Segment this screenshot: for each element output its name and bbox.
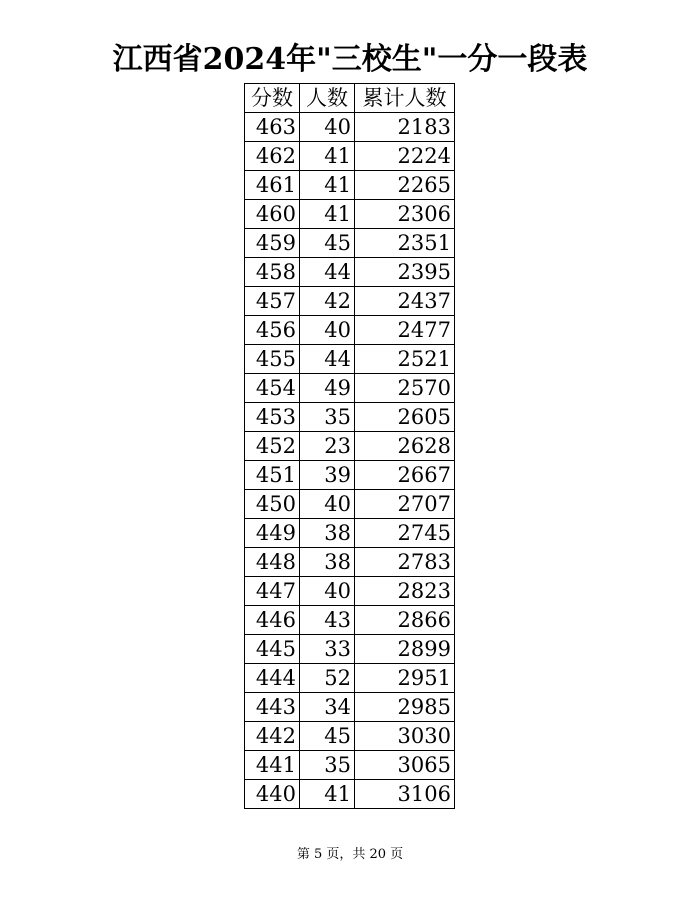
- page-title: 江西省2024年"三校生"一分一段表: [112, 42, 588, 77]
- score-cell: 458: [245, 258, 300, 287]
- table-row: [245, 316, 455, 345]
- score-cell: 453: [245, 403, 300, 432]
- count-cell: 33: [300, 635, 355, 664]
- score-cell: 448: [245, 548, 300, 577]
- count-cell: 34: [300, 693, 355, 722]
- count-cell: 41: [300, 171, 355, 200]
- cumulative-cell: 2570: [355, 374, 455, 403]
- cumulative-cell: 2306: [355, 200, 455, 229]
- table-row: [245, 374, 455, 403]
- cumulative-cell: 2437: [355, 287, 455, 316]
- cumulative-cell: 3030: [355, 722, 455, 751]
- score-cell: 441: [245, 751, 300, 780]
- cumulative-cell: 2866: [355, 606, 455, 635]
- count-cell: 38: [300, 519, 355, 548]
- count-cell: 41: [300, 142, 355, 171]
- cumulative-cell: 2351: [355, 229, 455, 258]
- table-row: [245, 751, 455, 780]
- count-cell: 44: [300, 345, 355, 374]
- score-cell: 446: [245, 606, 300, 635]
- table-row: [245, 490, 455, 519]
- score-cell: 450: [245, 490, 300, 519]
- table-row: [245, 229, 455, 258]
- header-score: 分数: [245, 84, 300, 113]
- table-header-row: [245, 84, 455, 113]
- table-row: [245, 548, 455, 577]
- page-footer: 第 5 页，共 20 页: [296, 847, 404, 862]
- cumulative-cell: 2667: [355, 461, 455, 490]
- table-row: [245, 606, 455, 635]
- table-row: [245, 519, 455, 548]
- cumulative-cell: 2823: [355, 577, 455, 606]
- count-cell: 44: [300, 258, 355, 287]
- cumulative-cell: 2265: [355, 171, 455, 200]
- count-cell: 45: [300, 229, 355, 258]
- table-row: [245, 200, 455, 229]
- cumulative-cell: 2521: [355, 345, 455, 374]
- count-cell: 41: [300, 780, 355, 809]
- count-cell: 52: [300, 664, 355, 693]
- cumulative-cell: 3065: [355, 751, 455, 780]
- cumulative-cell: 2605: [355, 403, 455, 432]
- count-cell: 39: [300, 461, 355, 490]
- count-cell: 40: [300, 316, 355, 345]
- count-cell: 45: [300, 722, 355, 751]
- table-body: [245, 113, 455, 809]
- table-row: [245, 432, 455, 461]
- score-cell: 460: [245, 200, 300, 229]
- score-distribution-table: [244, 83, 455, 809]
- count-cell: 41: [300, 200, 355, 229]
- table-row: [245, 345, 455, 374]
- cumulative-cell: 2183: [355, 113, 455, 142]
- table-row: [245, 113, 455, 142]
- count-cell: 40: [300, 113, 355, 142]
- header-count: 人数: [300, 84, 355, 113]
- table-row: [245, 693, 455, 722]
- count-cell: 38: [300, 548, 355, 577]
- cumulative-cell: 2951: [355, 664, 455, 693]
- score-cell: 445: [245, 635, 300, 664]
- score-cell: 443: [245, 693, 300, 722]
- score-cell: 449: [245, 519, 300, 548]
- score-cell: 452: [245, 432, 300, 461]
- table-row: [245, 722, 455, 751]
- score-cell: 440: [245, 780, 300, 809]
- score-cell: 462: [245, 142, 300, 171]
- table-row: [245, 780, 455, 809]
- cumulative-cell: 2477: [355, 316, 455, 345]
- score-cell: 455: [245, 345, 300, 374]
- cumulative-cell: 2707: [355, 490, 455, 519]
- table-row: [245, 171, 455, 200]
- table-row: [245, 403, 455, 432]
- table-row: [245, 258, 455, 287]
- count-cell: 43: [300, 606, 355, 635]
- score-cell: 451: [245, 461, 300, 490]
- cumulative-cell: 2628: [355, 432, 455, 461]
- score-cell: 456: [245, 316, 300, 345]
- score-cell: 454: [245, 374, 300, 403]
- cumulative-cell: 2783: [355, 548, 455, 577]
- header-cumulative: 累计人数: [355, 84, 455, 113]
- score-cell: 461: [245, 171, 300, 200]
- table-row: [245, 635, 455, 664]
- score-cell: 447: [245, 577, 300, 606]
- count-cell: 35: [300, 403, 355, 432]
- count-cell: 40: [300, 490, 355, 519]
- score-cell: 457: [245, 287, 300, 316]
- cumulative-cell: 2899: [355, 635, 455, 664]
- count-cell: 23: [300, 432, 355, 461]
- score-cell: 444: [245, 664, 300, 693]
- table-row: [245, 287, 455, 316]
- table-row: [245, 461, 455, 490]
- count-cell: 42: [300, 287, 355, 316]
- score-cell: 442: [245, 722, 300, 751]
- table-row: [245, 577, 455, 606]
- score-cell: 463: [245, 113, 300, 142]
- count-cell: 40: [300, 577, 355, 606]
- cumulative-cell: 3106: [355, 780, 455, 809]
- table-row: [245, 142, 455, 171]
- cumulative-cell: 2395: [355, 258, 455, 287]
- cumulative-cell: 2745: [355, 519, 455, 548]
- score-cell: 459: [245, 229, 300, 258]
- count-cell: 35: [300, 751, 355, 780]
- cumulative-cell: 2224: [355, 142, 455, 171]
- table-row: [245, 664, 455, 693]
- count-cell: 49: [300, 374, 355, 403]
- cumulative-cell: 2985: [355, 693, 455, 722]
